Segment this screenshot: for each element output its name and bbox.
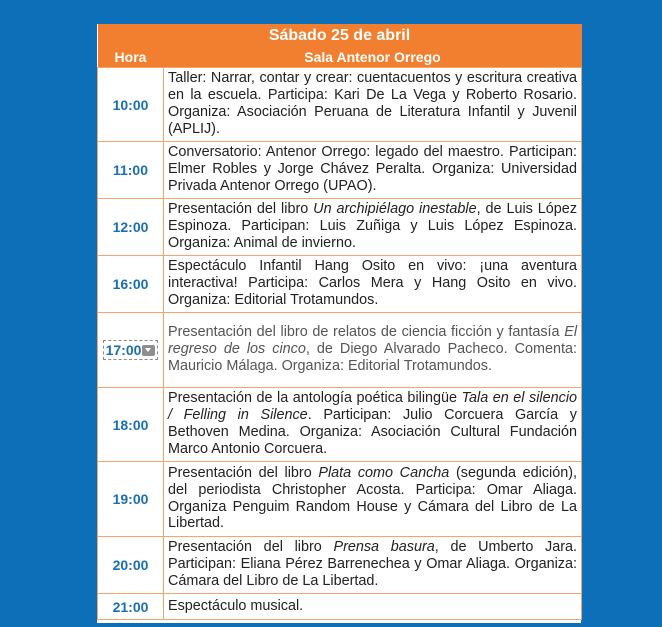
table-row [98,462,582,537]
event-time-cell [98,313,164,388]
event-time: 11:00 [98,142,164,199]
event-time: 16:00 [98,256,164,313]
description-text: Conversatorio: Antenor Orrego: legado del maestro. Participan: Elmer Robles y Jorge Chávez Peralta. Organiza: Universidad Privada Antenor Orrego (UPAO). [168,144,578,194]
book-title: El regreso de los cinco [168,324,578,358]
schedule-date: Sábado 25 de abril [98,24,582,48]
event-time: 21:00 [98,594,164,620]
book-title: Plata como Cancha [318,464,450,481]
book-title: Tala en el silencio / Felling in Silence [168,390,578,424]
description-text: Presentación del libro [168,464,319,481]
schedule-table [97,24,582,620]
header-venue-row [98,48,582,68]
table-row-selected [98,313,582,388]
event-time: 18:00 [98,388,164,462]
book-title: Un archipiélago inestable [313,201,477,218]
event-description [164,537,582,594]
event-description [164,594,582,620]
description-text: , de Luis López Espinoza. Participan: Luis Zuñiga y Luis López Espinoza. Organiza: Animal de invierno. [168,201,578,251]
event-time: 12:00 [98,199,164,256]
event-time: 20:00 [98,537,164,594]
description-text: Taller: Narrar, contar y crear: cuentacuentos y escritura creativa en la escuela. Participa: Kari De La Vega y Roberto Rosario. Organiza: Asociación Peruana de Literatura Infantil y Juvenil (APLIJ). [168,70,578,137]
description-text: Presentación del libro [168,201,314,218]
event-description [164,256,582,313]
table-row [98,199,582,256]
event-time: 19:00 [98,462,164,537]
table-row [98,68,582,142]
table-row [98,594,582,620]
table-row [98,537,582,594]
header-date-row [98,24,582,48]
description-text: (segunda edición), del periodista Christopher Acosta. Participa: Omar Aliaga. Organiza Penguim Random House y Cámara del Libro de La Libertad. [168,464,578,532]
venue-name: Sala Antenor Orrego [164,48,582,68]
description-text: Presentación de la antología poética bilingüe [168,390,462,407]
book-title: Prensa basura [333,539,435,556]
event-description [164,142,582,199]
event-time: 10:00 [98,68,164,142]
event-description [164,462,582,537]
event-description [164,68,582,142]
table-row [98,142,582,199]
chevron-down-icon[interactable] [142,345,155,356]
event-time: 17:00 [105,342,142,358]
description-text: Espectáculo Infantil Hang Osito en vivo: ¡una aventura interactiva! Participa: Carlos Mera y Hang Osito en vivo. Organiza: Editorial Trotamundos. [168,258,578,308]
description-text: , de Diego Alvarado Pacheco. Comenta: Mauricio Málaga. Organiza: Editorial Trotamundos. [168,341,578,374]
event-description [164,199,582,256]
description-text: Presentación del libro [168,539,334,556]
description-text: . Participan: Julio Corcuera García y Bethoven Medina. Organiza: Asociación Cultural Fundación Marco Antonio Corcuera. [168,407,578,457]
hour-column-header: Hora [98,48,164,68]
description-text: Espectáculo musical. [168,597,304,614]
table-row [98,256,582,313]
description-text: , de Umberto Jara. Participan: Eliana Pérez Barrenechea y Omar Aliaga. Organiza: Cámara del Libro de La Libertad. [168,539,578,589]
schedule-panel [97,24,581,623]
description-text: Presentación del libro de relatos de ciencia ficción y fantasía [168,324,565,341]
event-description [164,388,582,462]
table-row [98,388,582,462]
event-description [164,313,582,388]
event-time-editable[interactable] [105,342,157,358]
